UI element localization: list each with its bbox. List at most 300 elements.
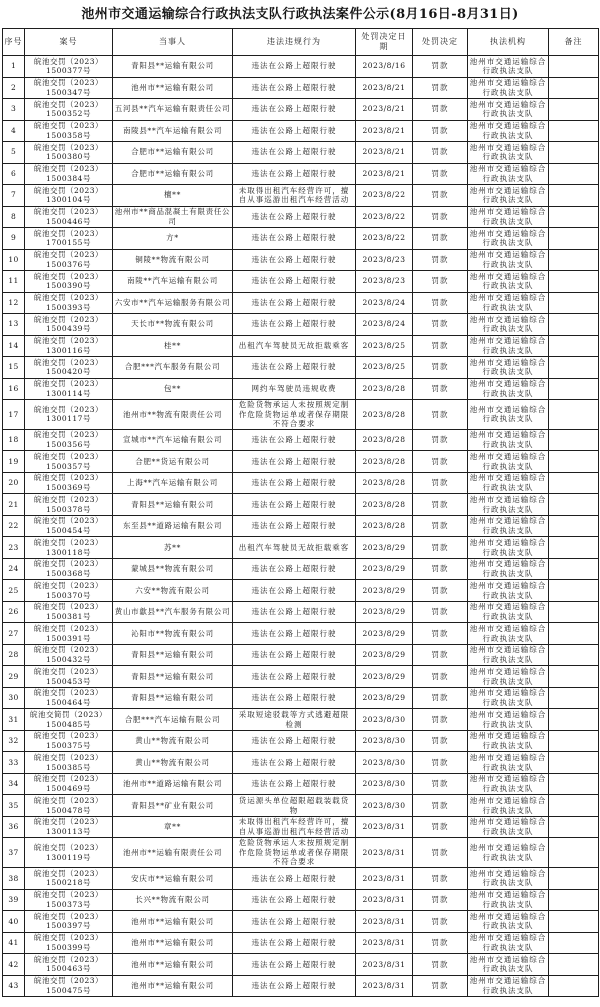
remark-cell	[549, 494, 599, 516]
decision-date: 2023/8/28	[356, 515, 413, 537]
row-number: 8	[3, 206, 25, 228]
violation-text: 货运源头单位超限超载装载货物	[233, 795, 356, 817]
enforcement-agency: 池州市交通运输综合行政执法支队	[468, 314, 549, 336]
row-number: 6	[3, 163, 25, 185]
decision-date: 2023/8/22	[356, 185, 413, 207]
decision-type: 罚款	[413, 120, 468, 142]
case-number: 皖池交简罚（2023）1500485号	[25, 709, 113, 731]
violation-text: 违法在公路上超限行驶	[233, 911, 356, 933]
enforcement-agency: 池州市交通运输综合行政执法支队	[468, 816, 549, 838]
row-number: 34	[3, 773, 25, 795]
violation-text: 危险货物承运人未按照规定制作危险货物运单或者保存期限不符合要求	[233, 400, 356, 430]
party-name: 六安**物流有限公司	[113, 580, 233, 602]
decision-type: 罚款	[413, 515, 468, 537]
decision-date: 2023/8/16	[356, 56, 413, 78]
party-name: 池州市**运输有限公司	[113, 911, 233, 933]
violation-text: 违法在公路上超限行驶	[233, 56, 356, 78]
violation-text: 出租汽车驾驶员无故拒载乘客	[233, 335, 356, 357]
decision-type: 罚款	[413, 142, 468, 164]
table-header	[3, 29, 599, 56]
decision-type: 罚款	[413, 580, 468, 602]
decision-type: 罚款	[413, 451, 468, 473]
header-case-number: 案号	[25, 29, 113, 56]
decision-date: 2023/8/21	[356, 142, 413, 164]
table-row	[3, 451, 599, 473]
party-name: 青阳县**运输有限公司	[113, 687, 233, 709]
decision-date: 2023/8/22	[356, 206, 413, 228]
row-number: 22	[3, 515, 25, 537]
violation-text: 违法在公路上超限行驶	[233, 99, 356, 121]
violation-text: 违法在公路上超限行驶	[233, 889, 356, 911]
party-name: 南陵**汽车运输有限公司	[113, 271, 233, 293]
remark-cell	[549, 687, 599, 709]
decision-type: 罚款	[413, 773, 468, 795]
decision-type: 罚款	[413, 868, 468, 890]
case-number: 皖池交罚（2023）1500375号	[25, 730, 113, 752]
decision-type: 罚款	[413, 292, 468, 314]
row-number: 1	[3, 56, 25, 78]
header-violation: 违法违规行为	[233, 29, 356, 56]
header-row	[3, 29, 599, 56]
decision-type: 罚款	[413, 400, 468, 430]
party-name: 天长市**物流有限公司	[113, 314, 233, 336]
table-row	[3, 228, 599, 250]
row-number: 12	[3, 292, 25, 314]
violation-text: 采取短途驳载等方式逃避超限检测	[233, 709, 356, 731]
decision-type: 罚款	[413, 889, 468, 911]
violation-text: 违法在公路上超限行驶	[233, 314, 356, 336]
remark-cell	[549, 558, 599, 580]
enforcement-agency: 池州市交通运输综合行政执法支队	[468, 601, 549, 623]
row-number: 9	[3, 228, 25, 250]
enforcement-agency: 池州市交通运输综合行政执法支队	[468, 77, 549, 99]
table-row	[3, 709, 599, 731]
decision-type: 罚款	[413, 537, 468, 559]
enforcement-agency: 池州市交通运输综合行政执法支队	[468, 515, 549, 537]
decision-date: 2023/8/29	[356, 537, 413, 559]
violation-text: 违法在公路上超限行驶	[233, 271, 356, 293]
remark-cell	[549, 472, 599, 494]
decision-date: 2023/8/29	[356, 580, 413, 602]
decision-type: 罚款	[413, 206, 468, 228]
party-name: 池州市**运输有限公司	[113, 954, 233, 976]
case-number: 皖池交罚（2023）1500432号	[25, 644, 113, 666]
case-number: 皖池交罚（2023）1500446号	[25, 206, 113, 228]
table-row	[3, 206, 599, 228]
table-row	[3, 795, 599, 817]
enforcement-agency: 池州市交通运输综合行政执法支队	[468, 249, 549, 271]
party-name: 方*	[113, 228, 233, 250]
row-number: 26	[3, 601, 25, 623]
table-row	[3, 494, 599, 516]
table-row	[3, 868, 599, 890]
decision-type: 罚款	[413, 666, 468, 688]
remark-cell	[549, 400, 599, 430]
table-row	[3, 400, 599, 430]
case-number: 皖池交罚（2023）1300118号	[25, 537, 113, 559]
enforcement-agency: 池州市交通运输综合行政执法支队	[468, 644, 549, 666]
party-name: 合肥**货运有限公司	[113, 451, 233, 473]
remark-cell	[549, 56, 599, 78]
decision-type: 罚款	[413, 472, 468, 494]
decision-type: 罚款	[413, 494, 468, 516]
case-number: 皖池交罚（2023）1500475号	[25, 975, 113, 997]
violation-text: 违法在公路上超限行驶	[233, 228, 356, 250]
violation-text: 未取得出租汽车经营许可，擅自从事巡游出租汽车经营活动	[233, 816, 356, 838]
violation-text: 违法在公路上超限行驶	[233, 868, 356, 890]
violation-text: 违法在公路上超限行驶	[233, 249, 356, 271]
table-row	[3, 752, 599, 774]
party-name: 苏**	[113, 537, 233, 559]
enforcement-agency: 池州市交通运输综合行政执法支队	[468, 378, 549, 400]
party-name: 安庆市**运输有限公司	[113, 868, 233, 890]
case-number: 皖池交罚（2023）1500420号	[25, 357, 113, 379]
decision-date: 2023/8/29	[356, 601, 413, 623]
table-row	[3, 515, 599, 537]
enforcement-agency: 池州市交通运输综合行政执法支队	[468, 537, 549, 559]
row-number: 18	[3, 429, 25, 451]
row-number: 39	[3, 889, 25, 911]
table-row	[3, 185, 599, 207]
decision-type: 罚款	[413, 601, 468, 623]
remark-cell	[549, 580, 599, 602]
decision-date: 2023/8/29	[356, 558, 413, 580]
row-number: 2	[3, 77, 25, 99]
case-number: 皖池交罚（2023）1500357号	[25, 451, 113, 473]
header-agency: 执法机构	[468, 29, 549, 56]
party-name: 合肥***汽车服务有限公司	[113, 357, 233, 379]
header-party: 当事人	[113, 29, 233, 56]
enforcement-agency: 池州市交通运输综合行政执法支队	[468, 206, 549, 228]
case-number: 皖池交罚（2023）1500397号	[25, 911, 113, 933]
table-row	[3, 472, 599, 494]
party-name: 合肥市**运输有限公司	[113, 142, 233, 164]
party-name: 蒙城县**物流有限公司	[113, 558, 233, 580]
party-name: 合肥***汽车运输有限公司	[113, 709, 233, 731]
remark-cell	[549, 838, 599, 868]
table-row	[3, 249, 599, 271]
case-number: 皖池交罚（2023）1500463号	[25, 954, 113, 976]
decision-type: 罚款	[413, 314, 468, 336]
table-row	[3, 120, 599, 142]
violation-text: 违法在公路上超限行驶	[233, 687, 356, 709]
enforcement-agency: 池州市交通运输综合行政执法支队	[468, 292, 549, 314]
row-number: 30	[3, 687, 25, 709]
table-row	[3, 816, 599, 838]
enforcement-agency: 池州市交通运输综合行政执法支队	[468, 709, 549, 731]
enforcement-agency: 池州市交通运输综合行政执法支队	[468, 400, 549, 430]
remark-cell	[549, 730, 599, 752]
remark-cell	[549, 644, 599, 666]
party-name: 池州市**物流有限责任公司	[113, 400, 233, 430]
violation-text: 危险货物承运人未按照规定制作危险货物运单或者保存期限不符合要求	[233, 838, 356, 868]
table-row	[3, 335, 599, 357]
row-number: 10	[3, 249, 25, 271]
remark-cell	[549, 709, 599, 731]
enforcement-agency: 池州市交通运输综合行政执法支队	[468, 56, 549, 78]
remark-cell	[549, 954, 599, 976]
table-row	[3, 889, 599, 911]
decision-date: 2023/8/28	[356, 429, 413, 451]
decision-type: 罚款	[413, 623, 468, 645]
case-number: 皖池交罚（2023）1500358号	[25, 120, 113, 142]
header-decision: 处罚决定	[413, 29, 468, 56]
row-number: 40	[3, 911, 25, 933]
enforcement-agency: 池州市交通运输综合行政执法支队	[468, 429, 549, 451]
case-number: 皖池交罚（2023）1500370号	[25, 580, 113, 602]
case-number: 皖池交罚（2023）1500384号	[25, 163, 113, 185]
enforcement-agency: 池州市交通运输综合行政执法支队	[468, 271, 549, 293]
decision-date: 2023/8/28	[356, 472, 413, 494]
row-number: 35	[3, 795, 25, 817]
decision-date: 2023/8/21	[356, 120, 413, 142]
remark-cell	[549, 77, 599, 99]
party-name: 池州市**运输有限公司	[113, 975, 233, 997]
table-row	[3, 838, 599, 868]
enforcement-agency: 池州市交通运输综合行政执法支队	[468, 335, 549, 357]
enforcement-agency: 池州市交通运输综合行政执法支队	[468, 687, 549, 709]
decision-date: 2023/8/30	[356, 752, 413, 774]
row-number: 7	[3, 185, 25, 207]
violation-text: 违法在公路上超限行驶	[233, 666, 356, 688]
decision-type: 罚款	[413, 99, 468, 121]
remark-cell	[549, 429, 599, 451]
row-number: 4	[3, 120, 25, 142]
table-row	[3, 378, 599, 400]
violation-text: 网约车驾驶员违规收费	[233, 378, 356, 400]
remark-cell	[549, 292, 599, 314]
enforcement-agency: 池州市交通运输综合行政执法支队	[468, 730, 549, 752]
decision-date: 2023/8/22	[356, 228, 413, 250]
party-name: 桂**	[113, 335, 233, 357]
violation-text: 违法在公路上超限行驶	[233, 644, 356, 666]
header-no: 序号	[3, 29, 25, 56]
violation-text: 违法在公路上超限行驶	[233, 429, 356, 451]
violation-text: 违法在公路上超限行驶	[233, 292, 356, 314]
violation-text: 违法在公路上超限行驶	[233, 975, 356, 997]
case-number: 皖池交罚（2023）1500218号	[25, 868, 113, 890]
remark-cell	[549, 314, 599, 336]
party-name: 宣城市**汽车运输有限公司	[113, 429, 233, 451]
case-number: 皖池交罚（2023）1700155号	[25, 228, 113, 250]
enforcement-agency: 池州市交通运输综合行政执法支队	[468, 975, 549, 997]
party-name: 池州市**商品混凝土有限责任公司	[113, 206, 233, 228]
table-row	[3, 580, 599, 602]
decision-type: 罚款	[413, 558, 468, 580]
party-name: 六安市**汽车运输服务有限公司	[113, 292, 233, 314]
case-number: 皖池交罚（2023）1500356号	[25, 429, 113, 451]
enforcement-agency: 池州市交通运输综合行政执法支队	[468, 163, 549, 185]
enforcement-agency: 池州市交通运输综合行政执法支队	[468, 666, 549, 688]
violation-text: 出租汽车驾驶员无故拒载乘客	[233, 537, 356, 559]
decision-date: 2023/8/21	[356, 99, 413, 121]
decision-date: 2023/8/28	[356, 400, 413, 430]
remark-cell	[549, 975, 599, 997]
remark-cell	[549, 515, 599, 537]
party-name: 黄山**物流有限公司	[113, 752, 233, 774]
case-number: 皖池交罚（2023）1500391号	[25, 623, 113, 645]
violation-text: 违法在公路上超限行驶	[233, 623, 356, 645]
party-name: 青阳县**运输有限公司	[113, 666, 233, 688]
party-name: 青阳县**矿业有限公司	[113, 795, 233, 817]
violation-text: 违法在公路上超限行驶	[233, 451, 356, 473]
violation-text: 违法在公路上超限行驶	[233, 752, 356, 774]
remark-cell	[549, 601, 599, 623]
remark-cell	[549, 185, 599, 207]
case-number: 皖池交罚（2023）1500385号	[25, 752, 113, 774]
table-row	[3, 623, 599, 645]
table-row	[3, 271, 599, 293]
violation-text: 违法在公路上超限行驶	[233, 932, 356, 954]
case-table	[2, 28, 599, 997]
violation-text: 违法在公路上超限行驶	[233, 773, 356, 795]
enforcement-agency: 池州市交通运输综合行政执法支队	[468, 558, 549, 580]
row-number: 13	[3, 314, 25, 336]
decision-date: 2023/8/28	[356, 451, 413, 473]
decision-type: 罚款	[413, 429, 468, 451]
party-name: 青阳县**运输有限公司	[113, 494, 233, 516]
table-row	[3, 56, 599, 78]
violation-text: 违法在公路上超限行驶	[233, 120, 356, 142]
decision-type: 罚款	[413, 730, 468, 752]
decision-type: 罚款	[413, 644, 468, 666]
case-number: 皖池交罚（2023）1300116号	[25, 335, 113, 357]
row-number: 11	[3, 271, 25, 293]
enforcement-agency: 池州市交通运输综合行政执法支队	[468, 623, 549, 645]
decision-date: 2023/8/21	[356, 163, 413, 185]
enforcement-agency: 池州市交通运输综合行政执法支队	[468, 494, 549, 516]
violation-text: 违法在公路上超限行驶	[233, 494, 356, 516]
decision-type: 罚款	[413, 228, 468, 250]
decision-date: 2023/8/25	[356, 335, 413, 357]
decision-type: 罚款	[413, 838, 468, 868]
table-row	[3, 99, 599, 121]
row-number: 36	[3, 816, 25, 838]
enforcement-agency: 池州市交通运输综合行政执法支队	[468, 911, 549, 933]
row-number: 27	[3, 623, 25, 645]
decision-type: 罚款	[413, 249, 468, 271]
case-table-body	[3, 56, 599, 997]
case-number: 皖池交罚（2023）1300104号	[25, 185, 113, 207]
remark-cell	[549, 795, 599, 817]
decision-type: 罚款	[413, 687, 468, 709]
remark-cell	[549, 99, 599, 121]
case-number: 皖池交罚（2023）1500454号	[25, 515, 113, 537]
decision-type: 罚款	[413, 975, 468, 997]
table-row	[3, 537, 599, 559]
table-row	[3, 77, 599, 99]
decision-date: 2023/8/31	[356, 911, 413, 933]
enforcement-agency: 池州市交通运输综合行政执法支队	[468, 795, 549, 817]
decision-date: 2023/8/29	[356, 644, 413, 666]
violation-text: 违法在公路上超限行驶	[233, 142, 356, 164]
table-row	[3, 644, 599, 666]
enforcement-agency: 池州市交通运输综合行政执法支队	[468, 451, 549, 473]
enforcement-agency: 池州市交通运输综合行政执法支队	[468, 580, 549, 602]
decision-type: 罚款	[413, 709, 468, 731]
enforcement-agency: 池州市交通运输综合行政执法支队	[468, 228, 549, 250]
enforcement-agency: 池州市交通运输综合行政执法支队	[468, 185, 549, 207]
decision-date: 2023/8/28	[356, 494, 413, 516]
remark-cell	[549, 868, 599, 890]
decision-date: 2023/8/30	[356, 709, 413, 731]
table-row	[3, 558, 599, 580]
decision-type: 罚款	[413, 752, 468, 774]
party-name: 合肥市**运输有限公司	[113, 163, 233, 185]
enforcement-agency: 池州市交通运输综合行政执法支队	[468, 472, 549, 494]
remark-cell	[549, 271, 599, 293]
table-row	[3, 666, 599, 688]
decision-type: 罚款	[413, 911, 468, 933]
decision-type: 罚款	[413, 56, 468, 78]
row-number: 19	[3, 451, 25, 473]
table-row	[3, 314, 599, 336]
decision-type: 罚款	[413, 271, 468, 293]
decision-date: 2023/8/31	[356, 889, 413, 911]
row-number: 21	[3, 494, 25, 516]
decision-type: 罚款	[413, 335, 468, 357]
row-number: 14	[3, 335, 25, 357]
party-name: 章**	[113, 816, 233, 838]
enforcement-agency: 池州市交通运输综合行政执法支队	[468, 954, 549, 976]
decision-date: 2023/8/30	[356, 730, 413, 752]
violation-text: 未取得出租汽车经营许可，擅自从事巡游出租汽车经营活动	[233, 185, 356, 207]
table-row	[3, 975, 599, 997]
case-number: 皖池交罚（2023）1500399号	[25, 932, 113, 954]
decision-type: 罚款	[413, 954, 468, 976]
row-number: 33	[3, 752, 25, 774]
case-number: 皖池交罚（2023）1500368号	[25, 558, 113, 580]
table-row	[3, 601, 599, 623]
case-number: 皖池交罚（2023）1500377号	[25, 56, 113, 78]
table-row	[3, 730, 599, 752]
decision-date: 2023/8/24	[356, 292, 413, 314]
remark-cell	[549, 911, 599, 933]
decision-date: 2023/8/29	[356, 687, 413, 709]
enforcement-agency: 池州市交通运输综合行政执法支队	[468, 773, 549, 795]
row-number: 16	[3, 378, 25, 400]
header-decision-date: 处罚决定日期	[356, 29, 413, 56]
row-number: 15	[3, 357, 25, 379]
violation-text: 违法在公路上超限行驶	[233, 472, 356, 494]
violation-text: 违法在公路上超限行驶	[233, 954, 356, 976]
table-row	[3, 687, 599, 709]
case-number: 皖池交罚（2023）1500352号	[25, 99, 113, 121]
row-number: 23	[3, 537, 25, 559]
decision-type: 罚款	[413, 795, 468, 817]
decision-date: 2023/8/23	[356, 271, 413, 293]
case-number: 皖池交罚（2023）1500376号	[25, 249, 113, 271]
party-name: 黄山**物流有限公司	[113, 730, 233, 752]
table-row	[3, 357, 599, 379]
decision-type: 罚款	[413, 816, 468, 838]
enforcement-agency: 池州市交通运输综合行政执法支队	[468, 752, 549, 774]
remark-cell	[549, 335, 599, 357]
enforcement-agency: 池州市交通运输综合行政执法支队	[468, 838, 549, 868]
case-number: 皖池交罚（2023）1500380号	[25, 142, 113, 164]
violation-text: 违法在公路上超限行驶	[233, 515, 356, 537]
remark-cell	[549, 142, 599, 164]
row-number: 5	[3, 142, 25, 164]
violation-text: 违法在公路上超限行驶	[233, 357, 356, 379]
decision-date: 2023/8/30	[356, 773, 413, 795]
decision-type: 罚款	[413, 932, 468, 954]
row-number: 29	[3, 666, 25, 688]
header-remark: 备注	[549, 29, 599, 56]
remark-cell	[549, 623, 599, 645]
party-name: 长兴**物流有限公司	[113, 889, 233, 911]
decision-date: 2023/8/21	[356, 77, 413, 99]
